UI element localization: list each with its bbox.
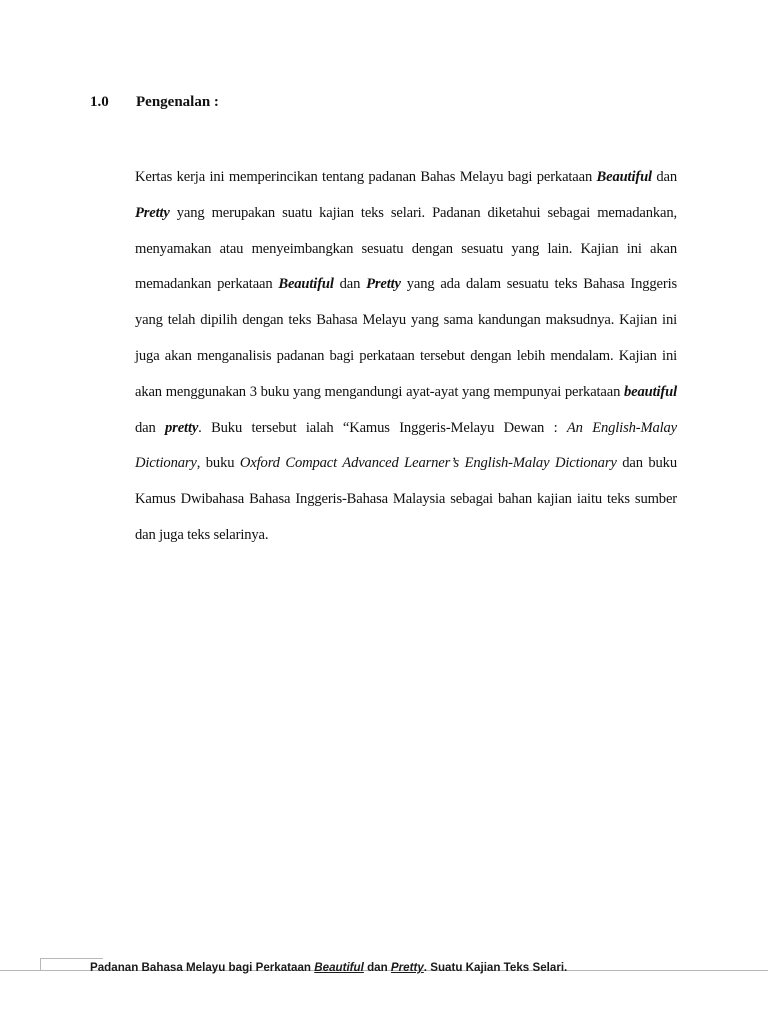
text-run: yang ada dalam sesuatu teks Bahasa Inggeris yang telah dipilih dengan teks Bahasa Melayu yang sama kandungan maksudnya. Kajian ini juga akan menganalisis padanan bagi perkataan tersebut dengan lebih mendalam. Kajian ini akan menggunakan 3 buku yang mengandungi ayat-ayat yang mempunyai perkataan (135, 276, 677, 400)
section-title: Pengenalan : (136, 94, 219, 110)
footer-dan: dan (363, 961, 391, 974)
footer-term-pretty: Pretty (390, 961, 424, 974)
term-beautiful: Beautiful (278, 276, 334, 293)
term-beautiful: beautiful (624, 383, 677, 400)
book-title: Oxford Compact Advanced Learner’s English-Malay Dictionary (239, 455, 617, 472)
text-run: dan (651, 169, 677, 185)
footer-term-beautiful: Beautiful (314, 961, 364, 974)
text-run: . Buku tersebut ialah “Kamus Inggeris-Melayu Dewan : (198, 419, 567, 436)
footer-suffix: . Suatu Kajian Teks Selari. (423, 961, 568, 974)
term-beautiful: Beautiful (596, 169, 652, 185)
term-pretty: Pretty (135, 204, 170, 221)
book-title: An English-Malay Dictionary (135, 419, 678, 472)
text-run: dan (135, 419, 166, 436)
text-run: dan buku Kamus Dwibahasa Bahasa Inggeris-Bahasa Malaysia sebagai bahan kajian iaitu teks sumber dan juga teks selarinya. (135, 455, 677, 543)
term-pretty: Pretty (366, 276, 401, 293)
footer-prefix: Padanan Bahasa Melayu bagi Perkataan (90, 961, 315, 974)
page-footer (90, 961, 567, 974)
section-number: 1.0 (90, 94, 109, 110)
text-run: yang merupakan suatu kajian teks selari. Padanan diketahui sebagai memadankan, menyamakan atau menyeimbangkan sesuatu dengan sesuatu yang lain. Kajian ini akan memadankan perkataan (135, 204, 677, 293)
text-run: dan (333, 276, 367, 293)
text-run: , buku (196, 455, 240, 472)
intro-paragraph (135, 160, 677, 554)
term-pretty: pretty (165, 419, 199, 436)
text-run: Kertas kerja ini memperincikan tentang padanan Bahas Melayu bagi perkataan (135, 169, 597, 185)
